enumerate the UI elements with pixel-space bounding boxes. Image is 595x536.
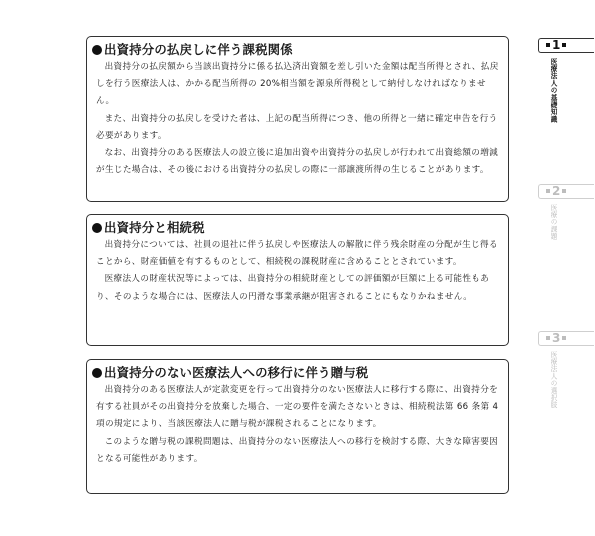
chapter-tab-number: 2 bbox=[538, 184, 594, 199]
chapter-tab-label: 医療の課題 bbox=[549, 204, 557, 240]
section-heading: 出資持分と相続税 bbox=[92, 220, 499, 236]
square-icon bbox=[562, 336, 566, 340]
paragraph: また、出資持分の払戻しを受けた者は、上記の配当所得につき、他の所得と一緒に確定申告を行う必要があります。 bbox=[96, 113, 498, 141]
section-box-gift-tax bbox=[86, 359, 509, 494]
section-heading: 出資持分の払戻しに伴う課税関係 bbox=[92, 42, 499, 58]
square-icon bbox=[546, 336, 550, 340]
section-box-inheritance-tax bbox=[86, 214, 509, 346]
square-icon bbox=[562, 43, 566, 47]
paragraph: 出資持分のある医療法人が定款変更を行って出資持分のない医療法人に移行する際に、出資持分を有する社員がその出資持分を放棄した場合、一定の要件を満たさないときは、相続税法第 66 条第 4 項の規定により、当該医療法人に贈与税が課税されることになります。 bbox=[96, 385, 499, 430]
paragraph: 出資持分については、社員の退社に伴う払戻しや医療法人の解散に伴う残余財産の分配が生じ得ることから、財産価値を有するものとして、相続税の課税財産に含めることとされています。 bbox=[96, 240, 498, 268]
section-box-dividend-tax bbox=[86, 36, 509, 202]
square-icon bbox=[546, 43, 550, 47]
chapter-tab-1[interactable] bbox=[538, 38, 595, 123]
bullet-icon bbox=[92, 45, 102, 55]
paragraph: このような贈与税の課税問題は、出資持分のない医療法人への移行を検討する際、大きな障害要因となる可能性があります。 bbox=[96, 436, 499, 464]
chapter-tab-3[interactable] bbox=[538, 331, 595, 409]
paragraph: なお、出資持分のある医療法人の設立後に追加出資や出資持分の払戻しが行われて出資総額の増減が生じた場合は、その後における出資持分の払戻しの際に一部譲渡所得の生じることがあります。 bbox=[96, 148, 499, 176]
section-heading: 出資持分のない医療法人への移行に伴う贈与税 bbox=[92, 365, 499, 381]
chapter-tab-number: 1 bbox=[538, 38, 594, 53]
chapter-tab-2[interactable] bbox=[538, 184, 595, 240]
square-icon bbox=[562, 189, 566, 193]
paragraph: 医療法人の財産状況等によっては、出資持分の相続財産としての評価額が巨額に上る可能性もあり、そのような場合には、医療法人の円滑な事業承継が阻害されることにもなりかねません。 bbox=[96, 274, 490, 302]
chapter-tab-label: 医療法人の選択肢 bbox=[549, 351, 557, 409]
paragraph: 出資持分の払戻額から当該出資持分に係る払込済出資額を差し引いた金額は配当所得とされ、払戻しを行う医療法人は、かかる配当所得の 20%相当額を源泉所得税として納付しなければなりません。 bbox=[96, 62, 499, 107]
square-icon bbox=[546, 189, 550, 193]
chapter-tab-label: 医療法人の基礎知識 bbox=[549, 58, 557, 123]
bullet-icon bbox=[92, 368, 102, 378]
bullet-icon bbox=[92, 223, 102, 233]
chapter-tab-number: 3 bbox=[538, 331, 594, 346]
